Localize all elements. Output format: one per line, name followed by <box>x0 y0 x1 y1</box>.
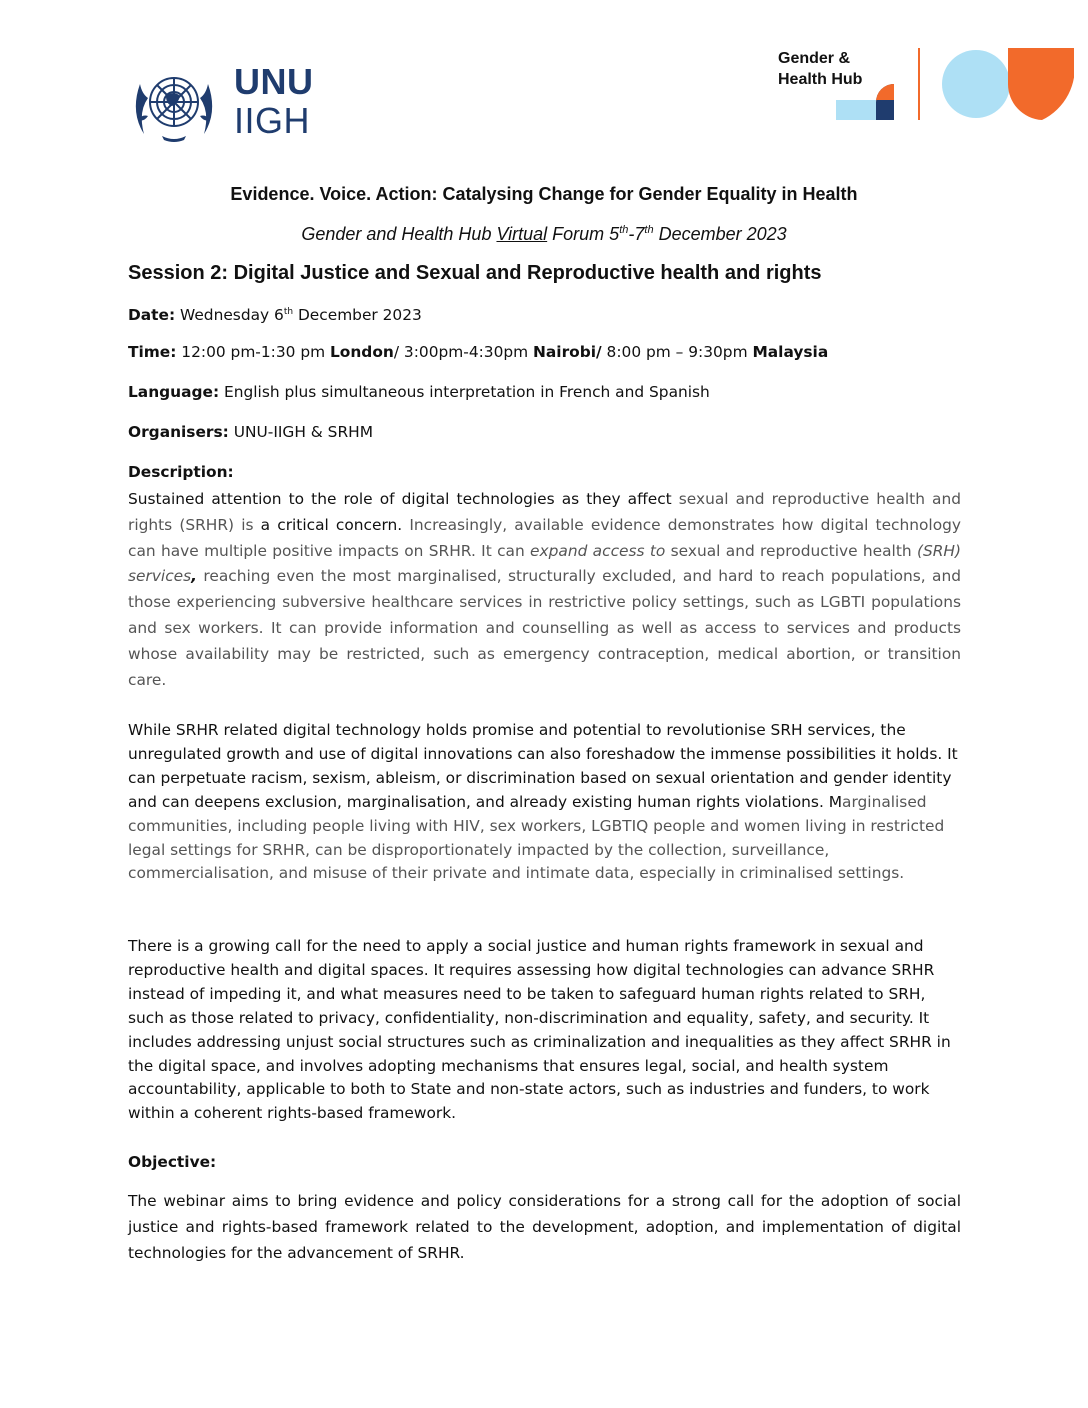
hub-mark-icon <box>836 78 898 120</box>
time-city2: Nairobi/ <box>533 343 602 361</box>
objective-text: The webinar aims to bring evidence and policy considerations for a strong call for the adoption of social justice and rights-based framework related to the development, adoption, and implementation of digital technologies for the advancement of SRHR. <box>128 1192 961 1262</box>
subtitle-mid: Forum 5 <box>547 224 620 244</box>
subtitle-virtual: Virtual <box>496 224 548 244</box>
date-post: December 2023 <box>293 306 422 325</box>
gender-health-hub-logo <box>776 48 1076 124</box>
p2-b: arginalised communities, including people living with HIV, sex workers, LGBTIQ people and women living in restricted legal settings for SRHR, can be disproportionately impacted by the collection, surveillance, commercialisation, and misuse of their private and intimate data, especially in criminalised settings. <box>128 792 945 883</box>
subtitle-sup2: th <box>644 224 654 236</box>
language-label: Language: <box>128 383 220 401</box>
session-title: Session 2: Digital Justice and Sexual and Reproductive health and rights <box>128 262 822 284</box>
language-line <box>128 382 961 402</box>
p1-i: reaching even the most marginalised, structurally excluded, and hard to reach populations, and those experiencing subversive healthcare services in restrictive policy settings, such as LGBTI populations and sex workers. It can provide information and counselling as well as access to services and products whose availability may be restricted, such as emergency contraception, medical abortion, or transition care. <box>128 567 961 689</box>
unu-iigh-logo <box>126 62 326 146</box>
description-paragraph-3: There is a growing call for the need to apply a social justice and human rights framework in sexual and reproductive health and digital spaces. It requires assessing how digital technologies can advance SRHR instead of impeding it, and what measures need to be taken to safeguard human rights related to SRH, such as those related to privacy, confidentiality, non-discrimination and equality, safety, and security. It includes addressing unjust social structures such as criminalization and inequalities as they affect SRHR in the digital space, and involves adopting mechanisms that ensures legal, social, and health system accountability, applicable to both to State and non-state actors, such as industries and funders, to work within a coherent rights-based framework. <box>128 937 951 1123</box>
hub-divider <box>918 48 920 120</box>
description-paragraph-1 <box>128 487 961 693</box>
subtitle-post: December 2023 <box>653 224 787 244</box>
date-pre: Wednesday 6 <box>175 306 284 325</box>
description-paragraph-2 <box>128 719 961 886</box>
organisers-line <box>128 422 961 442</box>
forum-subtitle <box>0 224 1088 245</box>
description-heading <box>128 462 961 482</box>
un-emblem-icon <box>126 64 222 144</box>
unu-logo-line1: UNU <box>234 61 314 102</box>
p2-a: While SRHR related digital technology holds promise and potential to revolutionise SRH services, the unregulated growth and use of digital innovations can also foreshadow the immense possibilities it holds. It can perpetuate racism, sexism, ableism, or discrimination based on sexual orientation and gender identity and can deepens exclusion, marginalisation, and already existing human rights violations. M <box>128 721 958 811</box>
description-label: Description: <box>128 463 234 481</box>
p1-g: (SRH) services <box>128 541 961 586</box>
organisers-label: Organisers: <box>128 423 229 441</box>
p1-e: expand access to <box>530 541 666 560</box>
time-part2: / 3:00pm-4:30pm <box>393 343 534 361</box>
p1-c: a critical concern. <box>260 515 403 534</box>
language-value: English plus simultaneous interpretation in French and Spanish <box>219 383 710 401</box>
unu-logo-line2: IIGH <box>234 100 311 141</box>
date-line <box>128 302 961 325</box>
organisers-value: UNU-IIGH & SRHM <box>228 423 373 441</box>
p1-f: sexual and reproductive health <box>665 541 917 560</box>
time-city3: Malaysia <box>752 343 829 361</box>
date-sup: th <box>283 307 294 317</box>
p1-h: , <box>191 567 198 586</box>
time-part3: 8:00 pm – 9:30pm <box>601 343 753 361</box>
p1-b: sexual and reproductive health and rights (SRHR) is <box>128 490 961 534</box>
objective-heading <box>128 1152 961 1172</box>
forum-title: Evidence. Voice. Action: Catalysing Change for Gender Equality in Health <box>230 184 858 204</box>
p1-a: Sustained attention to the role of digital technologies as they affect <box>128 490 679 508</box>
hub-logo-line1: Gender & <box>778 50 851 67</box>
time-city1: London <box>329 343 394 361</box>
hub-circles-icon <box>942 48 1074 120</box>
hub-logo-line2: Health Hub <box>778 71 863 88</box>
subtitle-dash: -7 <box>628 224 645 244</box>
p1-d: Increasingly, available evidence demonstrates how digital technology can have multiple positive impacts on SRHR. It can <box>128 515 962 560</box>
subtitle-sup1: th <box>619 224 629 236</box>
subtitle-pre: Gender and Health Hub <box>301 224 497 244</box>
date-label: Date: <box>128 306 176 325</box>
objective-label: Objective: <box>128 1153 217 1171</box>
time-part1: 12:00 pm-1:30 pm <box>176 343 330 361</box>
time-label: Time: <box>128 343 177 361</box>
unu-logo-text <box>234 62 314 139</box>
time-line <box>128 342 961 362</box>
